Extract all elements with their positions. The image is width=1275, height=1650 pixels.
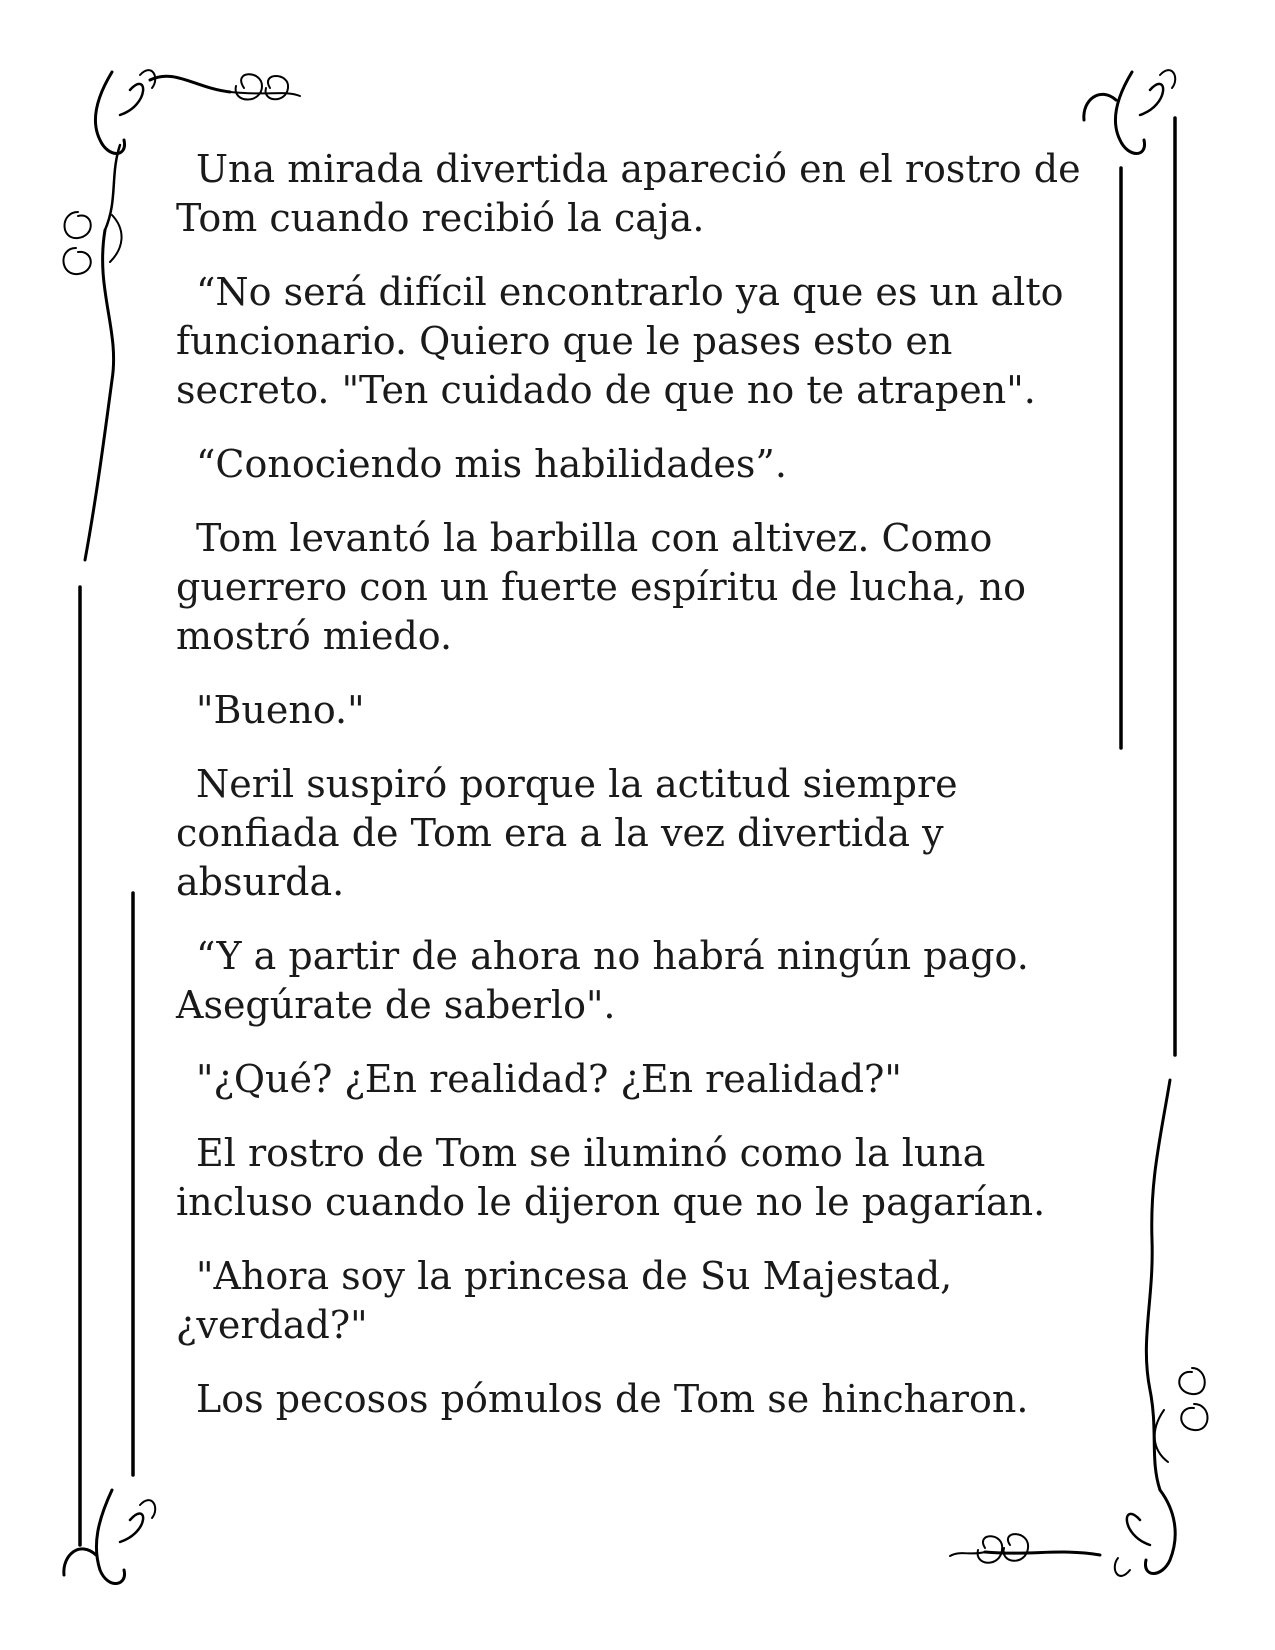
paragraph: "Bueno." [196, 688, 365, 732]
paragraph: "¿Qué? ¿En realidad? ¿En realidad?" [196, 1057, 902, 1101]
paragraph: "Ahora soy la princesa de Su Majestad, ¿verdad?" [176, 1254, 953, 1347]
paragraph: Los pecosos pómulos de Tom se hincharon. [196, 1377, 1029, 1421]
paragraph: “Y a partir de ahora no habrá ningún pago. Asegúrate de saberlo". [176, 934, 1029, 1027]
paragraph: “Conociendo mis habilidades”. [196, 442, 787, 486]
story-text [176, 145, 1096, 1449]
top-right-flourish-icon [1084, 70, 1175, 153]
paragraph: Neril suspiró porque la actitud siempre confiada de Tom era a la vez divertida y absurda. [176, 762, 958, 904]
bottom-left-flourish-icon [64, 1490, 155, 1584]
paragraph: El rostro de Tom se iluminó como la luna incluso cuando le dijeron que no le pagarían. [176, 1131, 1046, 1224]
paragraph: Tom levantó la barbilla con altivez. Como guerrero con un fuerte espíritu de lucha, no mostró miedo. [176, 516, 1027, 658]
paragraph: “No será difícil encontrarlo ya que es un alto funcionario. Quiero que le pases esto en secreto. "Ten cuidado de que no te atrapen". [176, 270, 1064, 412]
paragraph: Una mirada divertida apareció en el rostro de Tom cuando recibió la caja. [176, 147, 1081, 240]
